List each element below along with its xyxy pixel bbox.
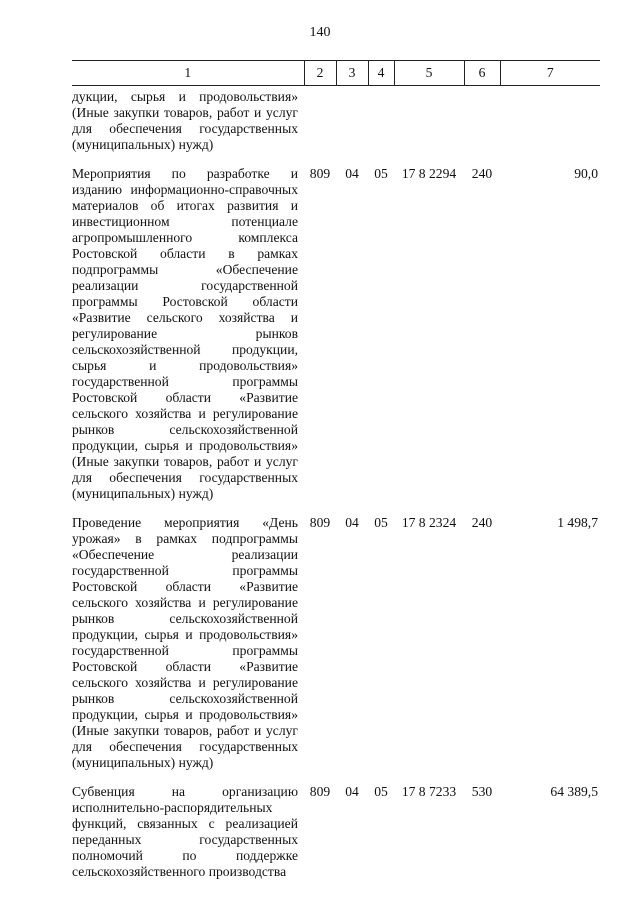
section-code: 04 bbox=[345, 166, 359, 181]
column-header: 2 bbox=[304, 61, 336, 86]
section-code: 04 bbox=[345, 784, 359, 799]
expense-type-code: 240 bbox=[471, 166, 493, 181]
column-header: 5 bbox=[394, 61, 464, 86]
budget-table bbox=[72, 60, 600, 880]
expense-type-code: 530 bbox=[471, 784, 493, 799]
table-row bbox=[72, 784, 600, 880]
column-header: 1 bbox=[72, 61, 304, 86]
table-header-row bbox=[72, 61, 600, 86]
column-header: 3 bbox=[336, 61, 368, 86]
column-header: 7 bbox=[500, 61, 600, 86]
row-description: Проведение мероприятия «День урожая» в рамках подпрограммы «Обеспечение реализации государственной программы Ростовской области «Развитие сельского хозяйства и регулирование рынков сельскохозяйственной продукции, сырья и продовольствия» государственной программы Ростовской области «Развитие сельского хозяйства и регулирование рынков сельскохозяйственной продукции, сырья и продовольствия» (Иные закупки товаров, работ и услуг для обеспечения государственных (муниципальных) нужд) bbox=[72, 515, 298, 770]
target-article-code bbox=[394, 86, 464, 167]
page-number: 140 bbox=[309, 25, 331, 40]
row-description: Субвенция на организацию исполнительно-распорядительных функций, связанных с реализацией переданных государственных полномочий по поддержке сельскохозяйственного производства bbox=[72, 784, 298, 879]
subsection-code: 05 bbox=[374, 166, 388, 181]
expense-type-code bbox=[464, 86, 500, 167]
subsection-code: 05 bbox=[374, 784, 388, 799]
column-header: 6 bbox=[464, 61, 500, 86]
ministry-code: 809 bbox=[309, 166, 331, 181]
section-code bbox=[336, 86, 368, 167]
table-row bbox=[72, 166, 600, 515]
ministry-code bbox=[304, 86, 336, 167]
section-code: 04 bbox=[345, 515, 359, 530]
target-article-code: 17 8 7233 bbox=[401, 784, 457, 799]
subsection-code bbox=[368, 86, 394, 167]
amount: 90,0 bbox=[574, 166, 598, 181]
amount: 1 498,7 bbox=[557, 515, 598, 530]
amount bbox=[500, 86, 600, 167]
subsection-code: 05 bbox=[374, 515, 388, 530]
table-row bbox=[72, 86, 600, 167]
expense-type-code: 240 bbox=[471, 515, 493, 530]
row-description: Мероприятия по разработке и изданию информационно-справочных материалов об итогах развития и инвестиционном потенциале агропромышленного комплекса Ростовской области в рамках подпрограммы «Обеспечение реализации государственной программы Ростовской области «Развитие сельского хозяйства и регулирование рынков сельскохозяйственной продукции, сырья и продовольствия» государственной программы Ростовской области «Развитие сельского хозяйства и регулирование рынков сельскохозяйственной продукции, сырья и продовольствия» (Иные закупки товаров, работ и услуг для обеспечения государственных (муниципальных) нужд) bbox=[72, 166, 298, 501]
row-description: дукции, сырья и продовольствия» (Иные закупки товаров, работ и услуг для обеспечения государственных (муниципальных) нужд) bbox=[72, 89, 298, 152]
ministry-code: 809 bbox=[309, 784, 331, 799]
target-article-code: 17 8 2324 bbox=[401, 515, 457, 530]
table-row bbox=[72, 515, 600, 784]
amount: 64 389,5 bbox=[550, 784, 598, 799]
ministry-code: 809 bbox=[309, 515, 331, 530]
column-header: 4 bbox=[368, 61, 394, 86]
target-article-code: 17 8 2294 bbox=[401, 166, 457, 181]
